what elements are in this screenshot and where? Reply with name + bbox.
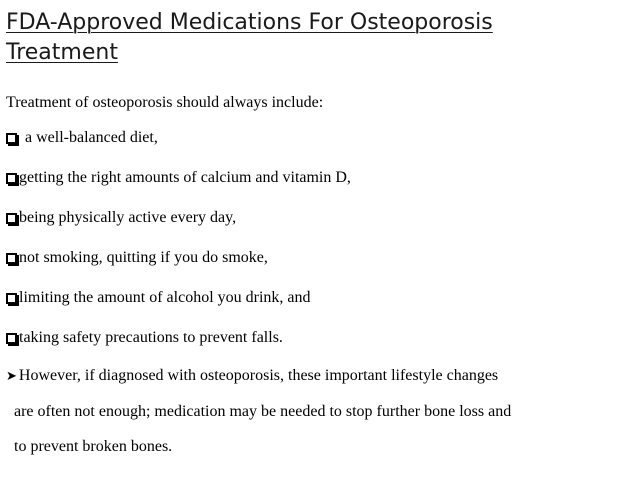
list-item-text: limiting the amount of alcohol you drink, and [19, 289, 311, 306]
checkbox-square-icon [6, 173, 17, 184]
note-line-3: to prevent broken bones. [14, 438, 173, 455]
list-item [6, 238, 632, 278]
note-paragraph [6, 358, 632, 464]
list-item-text: taking safety precautions to prevent falls. [19, 329, 283, 346]
bullet-list [6, 118, 632, 358]
checkbox-square-icon [6, 293, 17, 304]
note-line-1: However, if diagnosed with osteoporosis, these important lifestyle changes [18, 367, 499, 384]
arrow-right-icon: ➤ [6, 369, 17, 384]
checkbox-square-icon [6, 253, 17, 264]
list-item-text: not smoking, quitting if you do smoke, [19, 249, 268, 266]
checkbox-square-icon [6, 213, 17, 224]
list-item-text: a well-balanced diet, [25, 129, 158, 146]
note-line-2: are often not enough; medication may be needed to stop further bone loss and [14, 403, 512, 420]
list-item [6, 278, 632, 318]
list-item [6, 158, 632, 198]
list-item-text: getting the right amounts of calcium and vitamin D, [19, 169, 351, 186]
list-item-text: being physically active every day, [19, 209, 237, 226]
slide-title: FDA-Approved Medications For Osteoporosis Treatment [6, 10, 493, 65]
intro-text: Treatment of osteoporosis should always include: [6, 94, 324, 111]
checkbox-square-icon [6, 133, 17, 144]
list-item [6, 198, 632, 238]
list-item [6, 118, 632, 158]
list-item [6, 318, 632, 358]
checkbox-square-icon [6, 333, 17, 344]
